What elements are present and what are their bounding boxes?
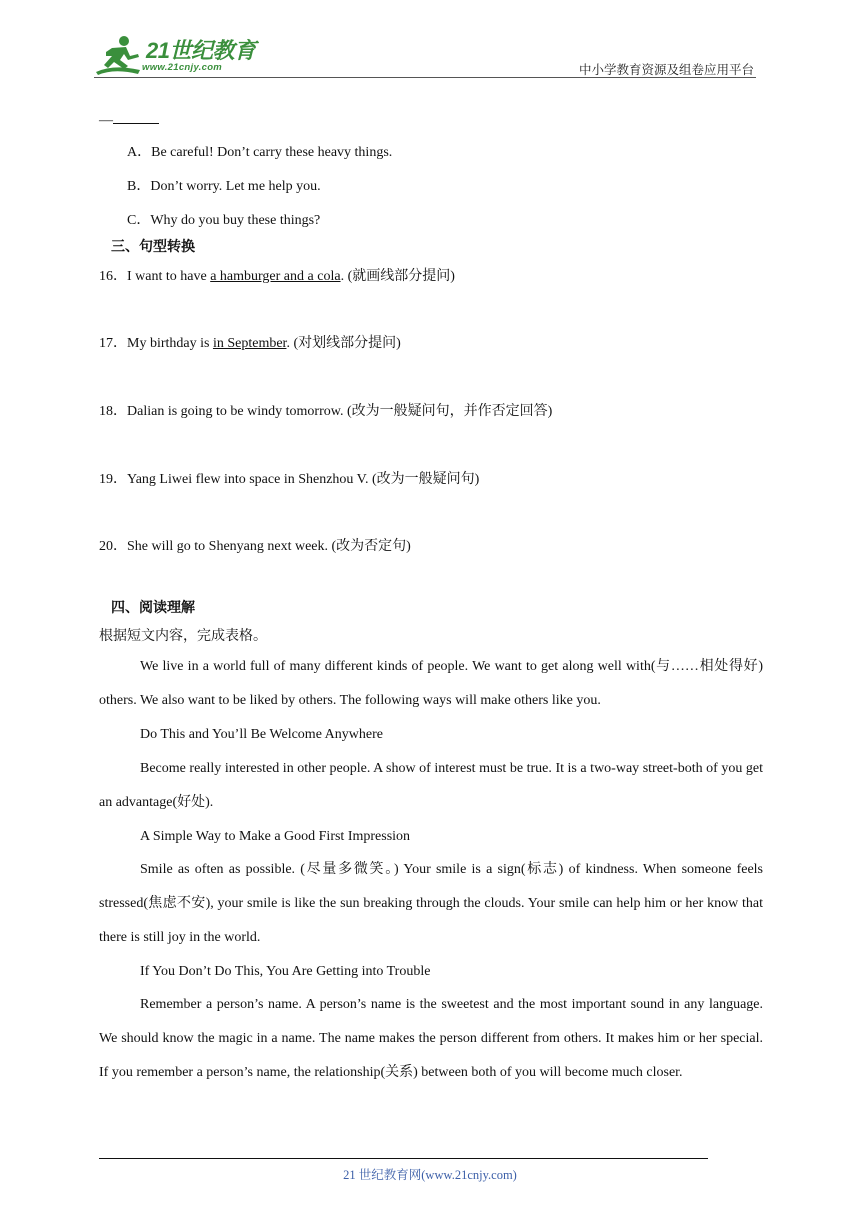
dash: —	[99, 113, 113, 128]
paragraph-2-text: Become really interested in other people. A show of interest must be true. It is a two-way street-both of you get an advantage(好处).	[99, 761, 763, 810]
paragraph-3-text: Smile as often as possible. (尽量多微笑。) Your smile is a sign(标志) of kindness. When someone feels stressed(焦虑不安), your smile is like the sun breaking through the clouds. Your smile can help him or her know that there is still joy in the world.	[99, 862, 763, 945]
platform-name: 中小学教育资源及组卷应用平台	[578, 63, 754, 77]
answer-blank	[99, 111, 159, 129]
paragraph-3	[99, 853, 763, 955]
q17-post: . (对划线部分提问)	[286, 336, 401, 351]
page-header	[0, 0, 860, 90]
q16-underlined: a hamburger and a cola	[210, 269, 341, 284]
q16-pre: 16．I want to have	[99, 269, 211, 284]
logo-url: www.21cnjy.com	[142, 62, 223, 73]
paragraph-2	[99, 752, 763, 820]
footer-link[interactable]: 21 世纪教育网(www.21cnjy.com)	[343, 1168, 517, 1182]
option-c: C．Why do you buy these things?	[127, 213, 321, 228]
paragraph-1	[99, 650, 763, 718]
question-20: 20．She will go to Shenyang next week. (改为否定句)	[99, 539, 411, 554]
runner-logo-icon	[94, 34, 144, 78]
option-b: B．Don’t worry. Let me help you.	[127, 179, 321, 194]
question-19: 19．Yang Liwei flew into space in Shenzhou V. (改为一般疑问句)	[99, 472, 480, 487]
section-title-3: 三、句型转换	[111, 240, 195, 255]
question-18: 18．Dalian is going to be windy tomorrow. (改为一般疑问句，并作否定回答)	[99, 404, 553, 419]
subtitle-2: A Simple Way to Make a Good First Impression	[140, 829, 411, 844]
paragraph-4	[99, 988, 763, 1090]
instruction: 根据短文内容，完成表格。	[99, 629, 267, 644]
paragraph-4-text: Remember a person’s name. A person’s name is the sweetest and the most important sound in any language. We should know the magic in a name. The name makes the person different from others. It makes him or her special. If you remember a person’s name, the relationship(关系) between both of you will become much closer.	[99, 997, 763, 1080]
option-a: A．Be careful! Don’t carry these heavy things.	[127, 145, 393, 160]
section-title-4: 四、阅读理解	[111, 601, 195, 616]
q16-post: . (就画线部分提问)	[340, 269, 455, 284]
subtitle-3: If You Don’t Do This, You Are Getting into Trouble	[140, 964, 431, 979]
footer-divider	[99, 1158, 708, 1159]
logo-wordmark: 21世纪教育	[146, 38, 256, 63]
question-16	[99, 265, 455, 285]
subtitle-1: Do This and You’ll Be Welcome Anywhere	[140, 727, 383, 742]
paragraph-1-text: We live in a world full of many different kinds of people. We want to get along well with(与……相处得好) others. We also want to be liked by others. The following ways will make others like you.	[99, 659, 763, 708]
q17-underlined: in September	[212, 336, 287, 351]
q17-pre: 17．My birthday is	[99, 336, 213, 351]
site-logo[interactable]	[94, 34, 264, 78]
question-17	[99, 332, 401, 352]
blank-line	[113, 111, 159, 124]
header-divider	[94, 77, 756, 78]
